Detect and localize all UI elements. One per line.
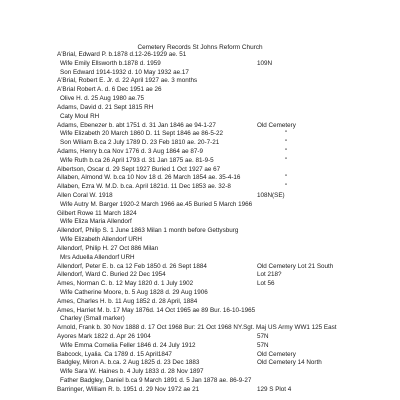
record-row	[0, 139, 400, 148]
record-text: Babcock, Lyalia. Ca 1789 d. 15 April1847	[57, 350, 172, 358]
record-row	[0, 298, 400, 307]
record-row	[0, 148, 400, 157]
record-note: Old Cemetery	[257, 350, 296, 358]
record-text: Ames, Charles H. b. 11 Aug 1852 d. 28 April, 1884	[57, 297, 198, 305]
record-text: Mrs Aduella Allendorf URH	[60, 253, 135, 261]
record-text: Wife Elizabeth Allendorf URH	[60, 236, 142, 244]
record-text: Allendorf, Philip S. 1 June 1863 Milan 1 month before Gettysburg	[57, 227, 239, 235]
record-row	[0, 166, 400, 175]
record-text: Badgley, Miron A. b.ca. 2 Aug 1825 d. 23 Dec 1883	[57, 359, 200, 367]
record-row	[0, 271, 400, 280]
record-note: "	[285, 130, 288, 138]
record-text: Charley (Small marker)	[60, 315, 125, 323]
record-note: 108N(SE)	[257, 192, 285, 199]
record-text: Albertson, Oscar d. 29 Sept 1927 Buried 1 Oct 1927 ae 67	[57, 165, 221, 173]
record-row	[0, 51, 400, 60]
record-text: Allaben, Ezra W. M.D. b.ca. April 1821d. 11 Dec 1853 ae. 32-8	[57, 183, 231, 191]
record-note: 129 S Plot 4	[257, 385, 292, 393]
record-text: Ayores Mark 1822 d. Apr 26 1904	[57, 333, 151, 340]
record-text: Father Badgley, Daniel b.ca 9 March 1891 d. 5 Jan 1878 ae. 86-9-27	[60, 377, 252, 385]
record-text: Allen Coral W. 1918	[57, 192, 113, 199]
record-text: Gilbert Rowe 11 March 1824	[57, 209, 137, 217]
record-note: 109N	[257, 59, 273, 67]
record-note: "	[285, 139, 288, 147]
record-row	[0, 342, 400, 351]
record-text: Arnold, Frank b. 30 Nov 1888 d. 17 Oct 1968 Bur: 21 Oct 1968 NY.Sgt. Maj US Army WW1 125 East	[57, 324, 337, 332]
record-row	[0, 359, 400, 368]
record-note: Old Cemetery Lot 21 South	[257, 262, 334, 270]
record-row	[0, 333, 400, 342]
record-row	[0, 95, 400, 104]
record-text: Wife Autry M. Barger 1920-2 March 1966 ae.45 Buried 5 March 1966	[60, 200, 253, 208]
record-row	[0, 386, 400, 395]
record-note: "	[285, 174, 288, 182]
record-text: Barringer, William R. b. 1951 d. 29 Nov 1972 ae 21	[57, 385, 200, 393]
record-text: Wife Emily Ellsworth b.1878 d. 1959	[60, 59, 161, 67]
record-row	[0, 289, 400, 298]
record-text: Adams, David d. 21 Sept 1815 RH	[57, 103, 154, 111]
record-row	[0, 183, 400, 192]
record-row	[0, 77, 400, 86]
record-text: Allendorf, Peter E. b. ca 12 Feb 1850 d. 26 Sept 1884	[57, 262, 207, 270]
record-text: Wife Ruth b.ca 26 April 1793 d. 31 Jan 1875 ae. 81-9-5	[60, 156, 214, 164]
record-text: Wife Elizabeth 20 March 1860 D. 11 Sept 1846 ae 86-5-22	[60, 130, 224, 138]
record-text: Son Wiliam B.ca 2 July 1789 D. 23 Feb 1810 ae. 20-7-21	[60, 139, 220, 147]
record-note: 57N	[257, 333, 269, 340]
record-text: Wife Emma Cornelia Feller 1846 d. 24 July 1912	[60, 341, 196, 349]
record-row	[0, 69, 400, 78]
record-row	[0, 157, 400, 166]
record-row	[0, 368, 400, 377]
record-note: 57N	[257, 341, 269, 349]
record-row	[0, 113, 400, 122]
record-row	[0, 210, 400, 219]
record-text: Allendorf, Philip H. 27 Oct 886 Milan	[57, 244, 159, 252]
record-row	[0, 263, 400, 272]
record-text: Olive H. d. 25 Aug 1980 ae.75	[60, 95, 145, 103]
record-row	[0, 130, 400, 139]
record-text: Allendorf, Ward C. Buried 22 Dec 1954	[57, 271, 166, 279]
record-text: Caty Moul RH	[60, 112, 100, 120]
record-text: Adams, Ebenezer b. abt 1751 d. 31 Jan 1846 ae 94-1-27	[57, 121, 216, 129]
record-row	[0, 192, 400, 201]
record-text: Ames, Norman C. b. 12 May 1820 d. 1 July 1902	[57, 280, 194, 288]
record-row	[0, 122, 400, 131]
record-row	[0, 254, 400, 263]
record-text: A'Brial, Robert E. Jr. d. 22 April 1927 ae. 3 months	[57, 77, 198, 85]
record-row	[0, 201, 400, 210]
record-note: "	[285, 147, 288, 155]
record-text: Wife Eliza Maria Allendorf	[60, 218, 132, 226]
record-note: "	[285, 183, 288, 191]
record-note: Old Cemetery	[257, 121, 296, 129]
record-text: Wife Catherine Moore, b. 5 Aug 1828 d. 29 Aug 1906	[60, 288, 208, 296]
record-row	[0, 307, 400, 316]
record-row	[0, 236, 400, 245]
record-row	[0, 351, 400, 360]
record-note: "	[285, 156, 288, 164]
record-note: Lot 56	[257, 280, 275, 288]
record-text: A'Brial, Edward P. b.1878 d.12-26-1929 ae. 51	[57, 51, 187, 58]
record-text: Son Edward 1914-1932 d. 10 May 1932 ae.17	[60, 68, 189, 76]
record-row	[0, 245, 400, 254]
record-note: Old Cemetery 14 North	[257, 359, 322, 367]
record-row	[0, 324, 400, 333]
record-row	[0, 218, 400, 227]
record-list	[0, 51, 400, 395]
record-row	[0, 280, 400, 289]
document-title: Cemetery Records St Johns Reform Church	[137, 44, 263, 51]
record-text: Wife Sara W. Haines b. 4 July 1833 d. 28 Nov 1897	[60, 368, 204, 376]
record-text: A'Brial Robert A. d. 6 Dec 1951 ae 26	[57, 86, 162, 94]
record-row	[0, 60, 400, 69]
record-text: Ames, Harriet M. b. 17 May 1876d. 14 Oct 1965 ae 89 Bur. 16-10-1965	[57, 306, 256, 314]
record-row	[0, 315, 400, 324]
record-row	[0, 86, 400, 95]
record-row	[0, 377, 400, 386]
record-note: Lot 218?	[257, 271, 282, 279]
record-text: Adams, Henry b.ca Nov 1776 d. 3 Aug 1864 ae 87-9	[57, 147, 203, 155]
record-row	[0, 104, 400, 113]
record-row	[0, 227, 400, 236]
record-text: Allaben, Almond W. b.ca 10 Nov 18 d. 26 March 1854 ae. 35-4-16	[57, 174, 241, 182]
record-row	[0, 174, 400, 183]
